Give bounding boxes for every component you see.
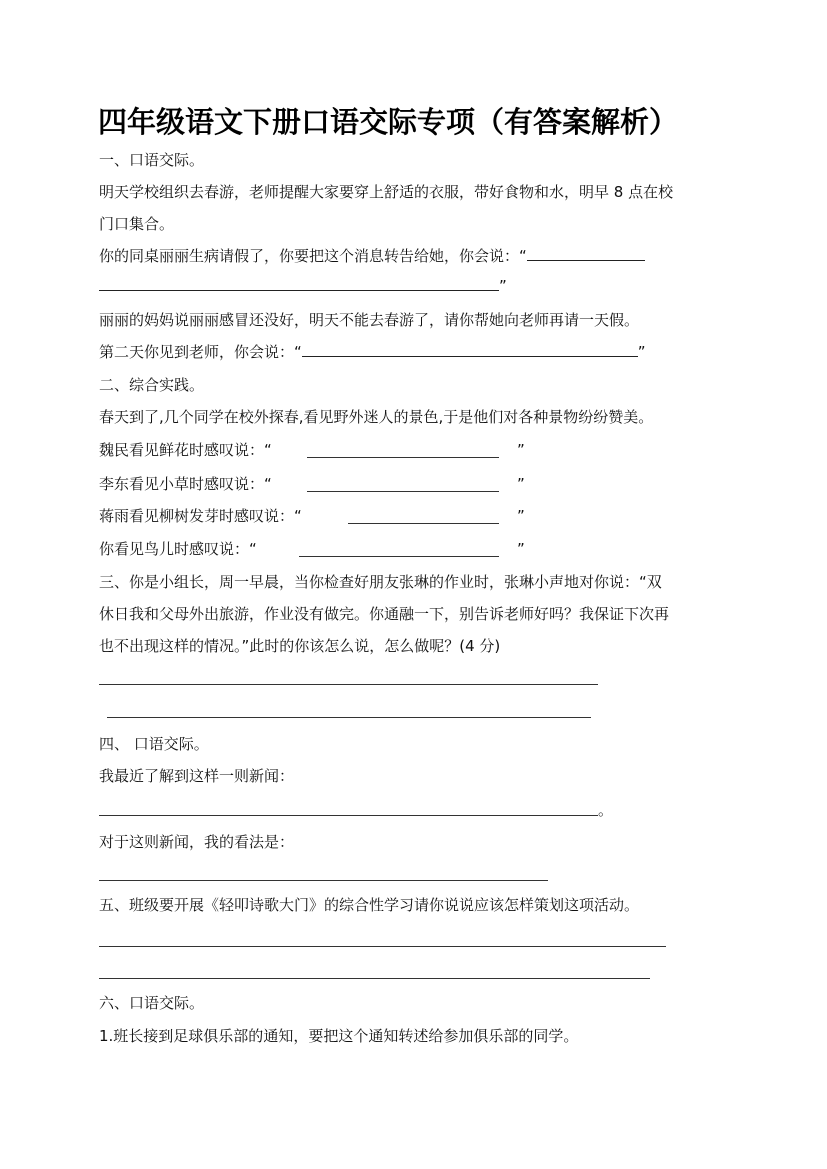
close-quote: ” [499,277,507,295]
period: 。 [598,801,614,819]
section-2-item [99,441,272,459]
close-quote: ” [517,441,525,459]
section-2-item [99,507,302,525]
question-2-text: 第二天你见到老师，你会说：“ [99,343,302,361]
item-text: 李东看见小草时感叹说：“ [99,475,272,493]
section-1-paragraph-line-1: 明天学校组织去春游，老师提醒大家要穿上舒适的衣服，带好食物和水，明早 8 点在校 [99,183,674,201]
answer-line[interactable] [99,946,666,947]
close-quote: ” [517,475,525,493]
news-prompt: 我最近了解到这样一则新闻： [99,767,295,785]
close-quote: ” [517,540,525,558]
section-1-paragraph-line-2: 门口集合。 [99,215,175,233]
item-text: 魏民看见鲜花时感叹说：“ [99,441,272,459]
answer-blank[interactable] [99,278,499,291]
answer-blank[interactable] [302,344,638,357]
answer-line[interactable] [99,880,548,881]
section-1-question-1-cont [99,277,507,295]
opinion-prompt: 对于这则新闻，我的看法是： [99,833,295,851]
section-6-question-1: 1.班长接到足球俱乐部的通知，要把这个通知转述给参加俱乐部的同学。 [99,1027,579,1045]
section-3-line-1: 三、你是小组长，周一早晨，当你检查好朋友张琳的作业时，张琳小声地对你说：“双 [99,573,662,591]
answer-line[interactable] [99,815,598,816]
close-quote: ” [637,343,646,361]
section-1-question-2 [99,343,646,361]
section-5-question: 五、班级要开展《轻叩诗歌大门》的综合性学习请你说说应该怎样策划这项活动。 [99,896,640,914]
answer-line[interactable] [299,556,499,557]
section-2-item [99,540,257,558]
section-1-question-1 [99,247,645,265]
section-2-intro: 春天到了,几个同学在校外探春,看见野外迷人的景色,于是他们对各种景物纷纷赞美。 [99,408,654,426]
section-3-line-2: 休日我和父母外出旅游，作业没有做完。你通融一下，别告诉老师好吗？我保证下次再 [99,605,670,623]
section-6-heading: 六、口语交际。 [99,994,205,1012]
answer-line[interactable] [348,523,499,524]
answer-line[interactable] [99,684,598,685]
answer-line[interactable] [107,717,591,718]
close-quote: ” [517,507,525,525]
section-2-item [99,475,272,493]
section-1-paragraph-2: 丽丽的妈妈说丽丽感冒还没好，明天不能去春游了，请你帮她向老师再请一天假。 [99,311,640,329]
answer-line[interactable] [99,978,650,979]
section-4-heading: 四、 口语交际。 [99,735,209,753]
page-title: 四年级语文下册口语交际专项（有答案解析） [98,105,679,139]
section-2-heading: 二、综合实践。 [99,376,205,394]
answer-line[interactable] [307,491,499,492]
item-text: 蒋雨看见柳树发芽时感叹说：“ [99,507,302,525]
question-1-text: 你的同桌丽丽生病请假了，你要把这个消息转告给她，你会说：“ [99,247,527,265]
item-text: 你看见鸟儿时感叹说：“ [99,540,257,558]
answer-blank[interactable] [527,248,645,261]
section-1-heading: 一、口语交际。 [99,151,205,169]
section-3-line-3: 也不出现这样的情况。”此时的你该怎么说，怎么做呢？(4 分) [99,637,501,655]
answer-line[interactable] [307,457,499,458]
